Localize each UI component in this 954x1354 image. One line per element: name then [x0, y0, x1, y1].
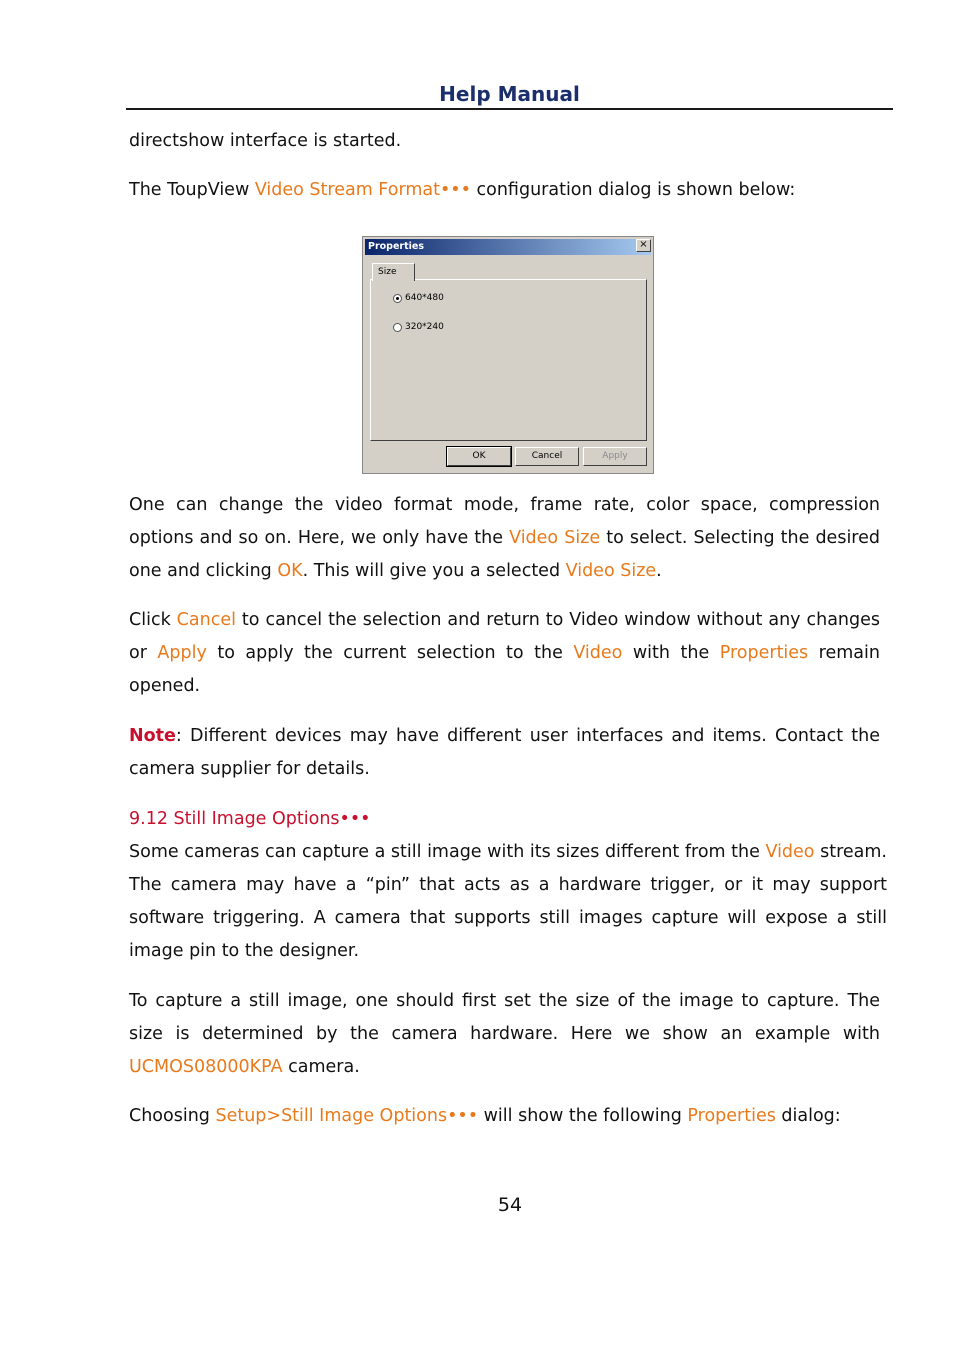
text: to select. Selecting the desired one and clicking	[129, 528, 880, 581]
highlight-video-size: Video Size	[509, 528, 601, 548]
text: remain opened.	[129, 643, 880, 696]
highlight-video-size: Video Size	[565, 561, 657, 581]
text: To capture a still image, one should first set the size of the image to capture. The size is determined by the camera hardware. Here we show an example with	[129, 991, 880, 1044]
running-header: Help Manual	[126, 80, 893, 110]
close-icon[interactable]: ×	[636, 239, 651, 252]
highlight-video-stream-format: Video Stream Format•••	[254, 180, 471, 200]
ok-button[interactable]: OK	[447, 447, 511, 466]
text: will show the following	[478, 1106, 688, 1126]
paragraph-video-format	[129, 489, 880, 588]
highlight-video: Video	[573, 643, 623, 663]
properties-dialog	[362, 236, 654, 474]
text: camera.	[282, 1057, 360, 1077]
section-heading	[129, 803, 880, 836]
paragraph-dialog-intro	[129, 174, 880, 207]
paragraph-capture	[129, 985, 880, 1084]
text: to apply the current selection to the	[206, 643, 574, 663]
paragraph-still-image	[129, 836, 887, 968]
text: configuration dialog is shown below:	[470, 180, 796, 200]
highlight-video: Video	[765, 842, 815, 862]
radio-option-320x240[interactable]	[393, 320, 444, 334]
radio-label: 640*480	[405, 293, 444, 303]
highlight-cancel: Cancel	[176, 610, 236, 630]
highlight-properties: Properties	[719, 643, 809, 663]
text: Choosing	[129, 1106, 216, 1126]
text: to cancel the selection and return to Video window without any changes or	[129, 610, 881, 663]
highlight-apply: Apply	[157, 643, 207, 663]
dialog-title: Properties	[368, 241, 424, 252]
highlight-ok: OK	[277, 561, 303, 581]
note-label: Note	[129, 726, 176, 746]
highlight-properties: Properties	[687, 1106, 776, 1126]
text: One can change the video format mode, frame rate, color space, compression options and so on. Here, we only have the	[129, 495, 880, 548]
highlight-menu-path: Setup>Still Image Options•••	[215, 1106, 479, 1126]
highlight-camera-model: UCMOS08000KPA	[129, 1057, 283, 1077]
radio-checked-icon[interactable]	[393, 294, 402, 303]
radio-unchecked-icon[interactable]	[393, 323, 402, 332]
text: directshow interface is started.	[129, 131, 402, 151]
tab-size[interactable]: Size	[372, 263, 415, 281]
paragraph-note	[129, 720, 880, 786]
paragraph-cancel-apply	[129, 604, 880, 703]
page-number: 54	[497, 1194, 523, 1216]
dialog-title-bar	[365, 239, 651, 255]
text: : Different devices may have different user interfaces and items. Contact the camera supplier for details.	[129, 726, 880, 779]
text: . This will give you a selected	[302, 561, 566, 581]
text: The ToupView	[129, 180, 255, 200]
text: dialog:	[775, 1106, 841, 1126]
text: with the	[622, 643, 720, 663]
apply-button[interactable]: Apply	[583, 447, 647, 466]
paragraph-intro	[129, 125, 880, 158]
text: stream. The camera may have a “pin” that acts as a hardware trigger, or it may support software triggering. A camera that supports still images capture will expose a still image pin to the designer.	[129, 842, 887, 961]
section-title: 9.12 Still Image Options•••	[129, 809, 371, 829]
cancel-button[interactable]: Cancel	[515, 447, 579, 466]
text: Some cameras can capture a still image with its sizes different from the	[129, 842, 766, 862]
text: .	[656, 561, 662, 581]
radio-option-640x480[interactable]	[393, 291, 444, 305]
paragraph-choosing	[129, 1100, 880, 1133]
text: Click	[129, 610, 177, 630]
radio-label: 320*240	[405, 322, 444, 332]
